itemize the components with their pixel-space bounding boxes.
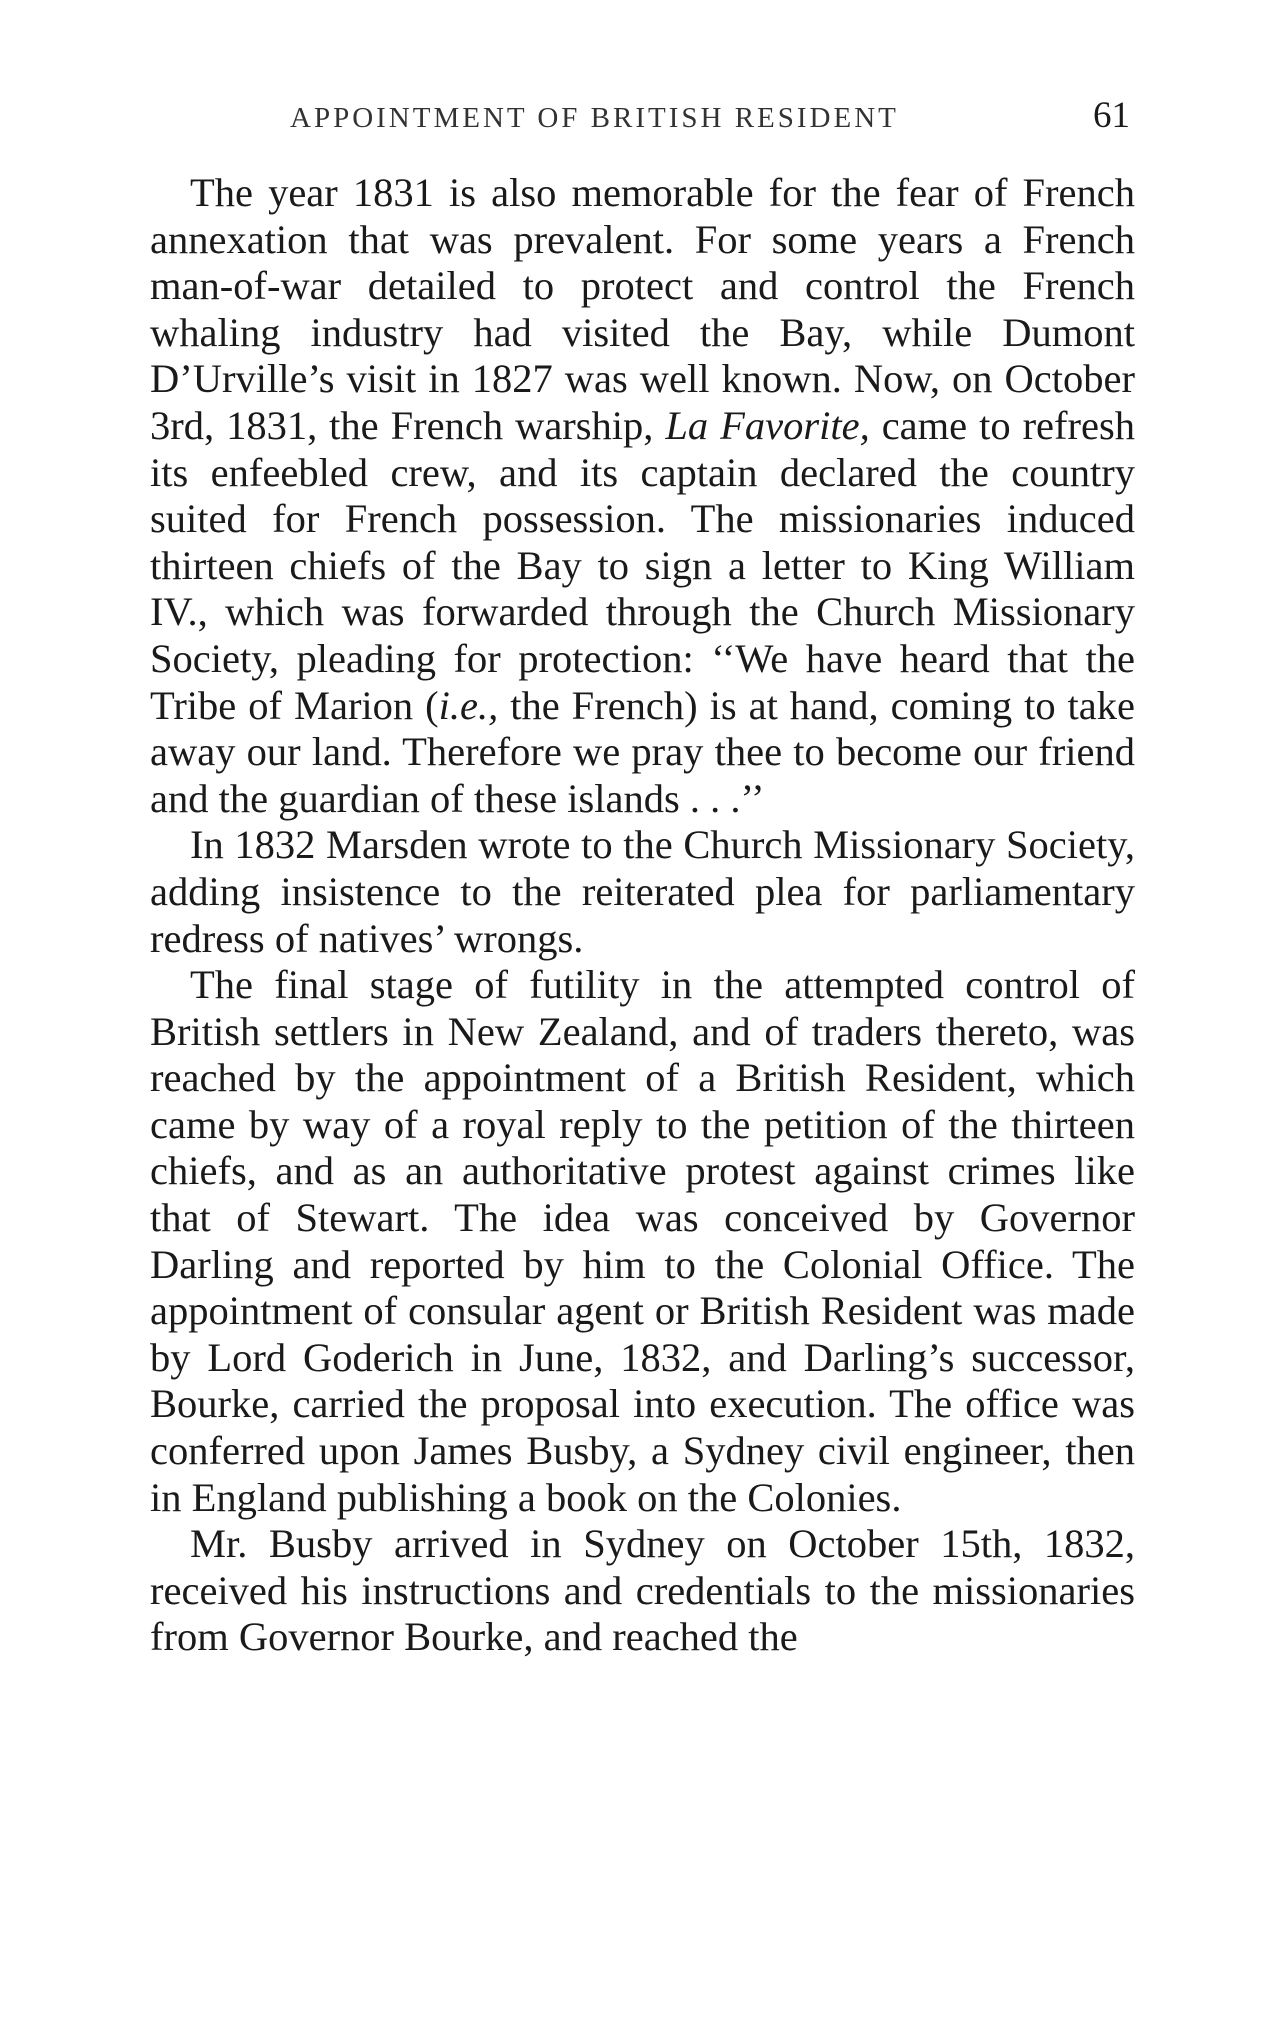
paragraph-french-annexation <box>150 170 1135 822</box>
ship-name-italic: La Favorite, <box>665 402 870 448</box>
body-text <box>150 170 1135 1661</box>
paragraph-marsden <box>150 822 1135 962</box>
paragraph-text: The final stage of futility in the attempted control of British settlers in New Zealand, and of traders thereto, was reached by the appointment of a British Resident, which came by way of a royal reply to the petition of the thirteen chiefs, and as an authoritative protest against crimes like that of Stewart. The idea was conceived by Governor Darling and reported by him to the Colonial Office. The appointment of consular agent or British Resident was made by Lord Goderich in June, 1832, and Darling’s successor, Bourke, carried the proposal into execution. The office was conferred upon James Busby, a Sydney civil engineer, then in England publishing a book on the Colonies. <box>150 962 1135 1520</box>
paragraph-text: The year 1831 is also memorable for the fear of French annexation that was prevalent. For some years a French man-of-war detailed to protect and control the French whaling industry had visited the Bay, while Dumont D’Urville’s visit in 1827 was well known. Now, on October 3rd, 1831, the French warship, <box>150 170 1135 448</box>
page-number: 61 <box>1093 95 1130 136</box>
paragraph-text: In 1832 Marsden wrote to the Church Missionary Society, adding insistence to the reiterated plea for parliamentary redress of natives’ wrongs. <box>150 822 1135 961</box>
paragraph-british-resident <box>150 962 1135 1521</box>
paragraph-text: came to refresh its enfeebled crew, and its captain declared the country suited for French possession. The missionaries induced thirteen chiefs of the Bay to sign a letter to King William IV., which was forwarded through the Church Missionary Society, pleading for protection: ‘‘We have heard that the Tribe of Marion ( <box>150 402 1135 728</box>
paragraph-busby-arrival <box>150 1521 1135 1661</box>
running-title: APPOINTMENT OF BRITISH RESIDENT <box>290 102 899 134</box>
paragraph-text: the French) is at hand, coming to take away our land. Therefore we pray thee to become our friend and the guardian of these islands . . .’’ <box>150 682 1135 821</box>
running-head <box>150 94 1130 154</box>
abbreviation-italic: i.e., <box>438 682 499 728</box>
paragraph-text: Mr. Busby arrived in Sydney on October 15th, 1832, received his instructions and credentials to the missionaries from Governor Bourke, and reached the <box>150 1521 1135 1660</box>
